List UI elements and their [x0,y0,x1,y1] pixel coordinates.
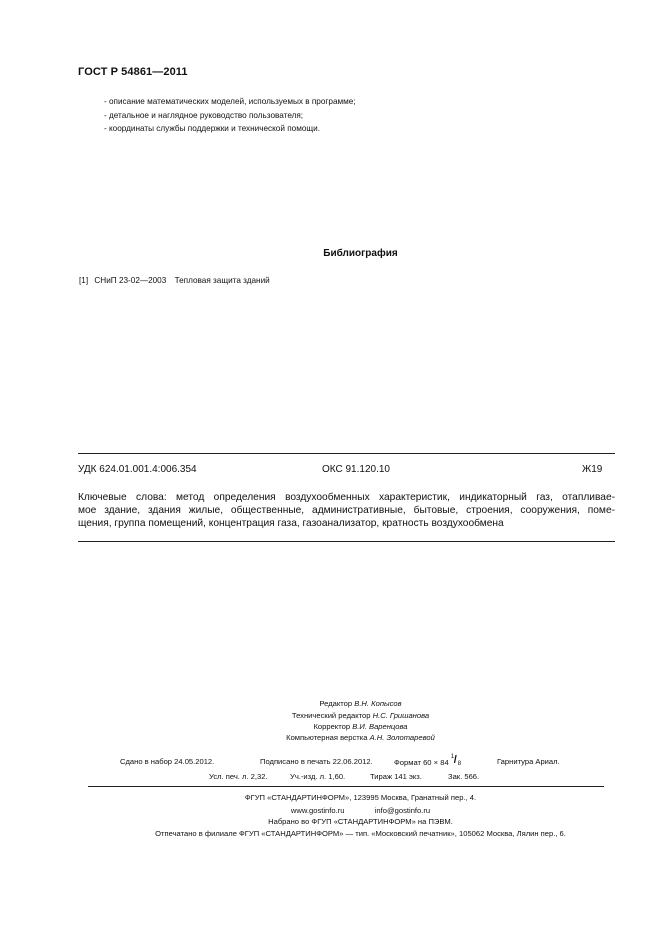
credit-name: В.И. Варенцова [352,722,408,731]
list-item: - описание математических моделей, используемых в программе; [104,97,356,106]
bibliography-item-code: СНиП 23-02—2003 [94,276,167,285]
print-edsheets: Уч.-изд. л. 1,60. [290,772,346,781]
footer-site-link[interactable]: www.gostinfo.ru [290,806,345,815]
credit-name: А.Н. Золотаревой [369,733,435,742]
bibliography-item-title: Тепловая защита зданий [174,276,270,285]
credit-layout [30,733,661,742]
credit-editor [30,699,661,708]
bibliography-item-number: [1] [79,276,89,285]
print-circulation: Тираж 141 экз. [370,772,422,781]
credit-name: В.Н. Копысов [354,699,402,708]
print-typeface: Гарнитура Ариал. [497,757,560,766]
print-signed: Подписано в печать 22.06.2012. [260,757,373,766]
bibliography-item [79,276,270,285]
footer-typeset: Набрано во ФГУП «СТАНДАРТИНФОРМ» на ПЭВМ. [268,817,453,826]
divider-keywords [78,541,615,542]
oks-code: ОКС 91.120.10 [322,464,390,475]
print-format: Формат 60 × 84 1 / 8 [394,754,462,767]
keywords-line: щения, группа помещений, концентрация газа, газоанализатор, кратность воздухообмена [78,518,504,529]
keywords-line: мое здание, здания жилые, общественные, административные, бытовые, строения, сооружения, поме- [78,505,615,516]
print-sent: Сдано в набор 24.05.2012. [120,757,215,766]
doc-number-header: ГОСТ Р 54861—2011 [78,66,188,78]
fraction-one-eighth: 1 / 8 [450,754,462,767]
bibliography-title: Библиография [323,248,398,259]
footer-printed: Отпечатано в филиале ФГУП «СТАНДАРТИНФОРМ» — тип. «Московский печатник», 105062 Москва, Лялин пер., 6. [155,829,566,838]
footer-org: ФГУП «СТАНДАРТИНФОРМ», 123995 Москва, Гранатный пер., 4. [244,793,477,802]
footer-contacts [30,806,661,815]
footer-email-link[interactable]: info@gostinfo.ru [374,806,431,815]
list-item: - детальное и наглядное руководство пользователя; [104,111,304,120]
print-sheets: Усл. печ. л. 2,32. [209,772,268,781]
keywords-block [78,491,615,530]
divider-footer [88,786,604,787]
credit-name: Н.С. Гришанова [372,711,430,720]
classification-code: Ж19 [582,464,603,475]
divider-top [78,453,615,454]
credit-role: Корректор [313,722,351,731]
print-order: Зак. 566. [448,772,480,781]
credit-corrector [30,722,661,731]
credit-tech-editor [30,711,661,720]
list-item: - координаты службы поддержки и технической помощи. [104,124,320,133]
credit-role: Технический редактор [291,711,371,720]
credit-role: Компьютерная верстка [286,733,368,742]
credit-role: Редактор [319,699,353,708]
udk-code: УДК 624.01.001.4:006.354 [78,464,197,475]
keywords-line: Ключевые слова: метод определения воздухообменных характеристик, индикаторный газ, отапливае- [78,492,615,503]
